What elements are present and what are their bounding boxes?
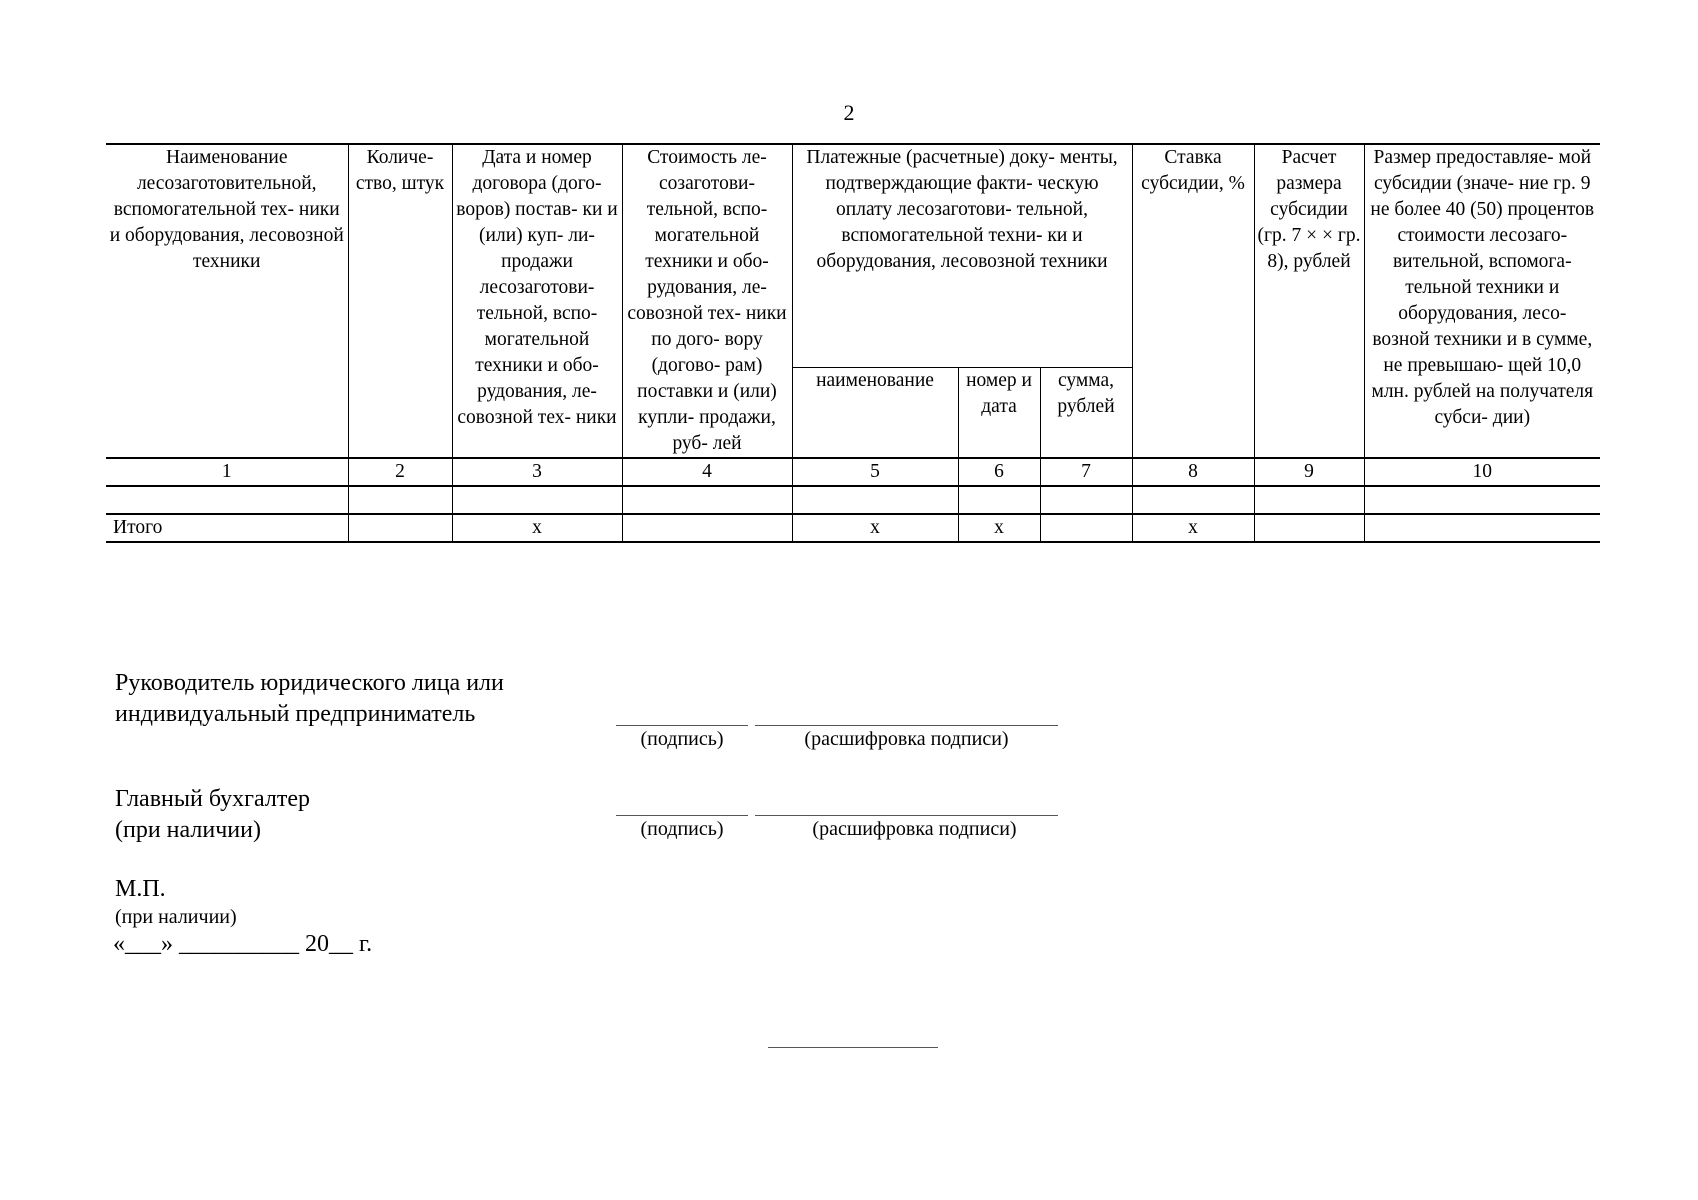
date-field[interactable]: «___» __________ 20__ г. [113,931,373,957]
column-number: 7 [1040,458,1132,486]
head-title-line1: Руководитель юридического лица или [115,670,504,696]
head-decode-caption: (расшифровка подписи) [804,728,1009,750]
column-number: 1 [106,458,348,486]
accountant-decode-line[interactable] [755,815,1058,816]
header-document-number-date: номер и дата [958,367,1040,458]
total-cell: х [792,514,958,542]
seal-note: (при наличии) [115,906,237,928]
total-label: Итого [106,514,348,542]
seal-label: М.П. [115,876,166,902]
total-cell: х [958,514,1040,542]
header-contract-date-number: Дата и номер договора (дого- воров) постав- ки и (или) куп- ли-продажи лесозаготови- тельной, вспо- могательной техники и обо- рудования, ле- совозной тех- ники [452,144,622,458]
table-cell [958,486,1040,514]
column-number: 4 [622,458,792,486]
header-subsidy-amount: Размер предоставляе- мой субсидии (значе- ние гр. 9 не более 40 (50) процентов стоимости лесозаго- вительной, вспомога- тельной техники и оборудования, лесо- возной техники и в сумме, не превышаю- щей 10,0 млн. рублей на получателя субси- дии) [1364,144,1600,458]
total-cell: х [452,514,622,542]
head-title-line2: индивидуальный предприниматель [115,701,476,727]
data-row [106,486,1600,514]
head-signature-title [115,668,504,730]
header-subsidy-rate: Ставка субсидии, % [1132,144,1254,458]
column-number: 5 [792,458,958,486]
subsidy-table [106,143,1600,543]
header-document-sum: сумма, рублей [1040,367,1132,458]
total-cell [348,514,452,542]
table-cell [1132,486,1254,514]
table-cell [792,486,958,514]
footer-rule [768,1047,938,1048]
total-cell [1254,514,1364,542]
table-cell [1364,486,1600,514]
total-cell [1364,514,1600,542]
column-number: 8 [1132,458,1254,486]
total-row [106,514,1600,542]
accountant-title-line1: Главный бухгалтер [115,786,310,812]
head-signature-line[interactable] [616,725,748,726]
accountant-decode-caption: (расшифровка подписи) [812,818,1017,840]
header-cost: Стоимость ле- созаготови- тельной, вспо- могательной техники и обо- рудования, ле- совозной тех- ники по дого- вору (догово- рам) поставки и (или) купли- продажи, руб- лей [622,144,792,458]
column-number: 2 [348,458,452,486]
accountant-signature-line[interactable] [616,815,748,816]
accountant-signature-title [115,784,310,846]
head-decode-line[interactable] [755,725,1058,726]
column-number: 6 [958,458,1040,486]
total-cell [1040,514,1132,542]
column-number: 9 [1254,458,1364,486]
header-payment-documents: Платежные (расчетные) доку- менты, подтверждающие факти- ческую оплату лесозаготови- тельной, вспомогательной техни- ки и оборудования, лесовозной техники [792,144,1132,367]
table-cell [452,486,622,514]
column-number: 10 [1364,458,1600,486]
accountant-title-line2: (при наличии) [115,817,261,843]
table-cell [1254,486,1364,514]
column-number: 3 [452,458,622,486]
table-cell [106,486,348,514]
header-document-name: наименование [792,367,958,458]
total-cell: х [1132,514,1254,542]
header-quantity: Количе- ство, штук [348,144,452,458]
total-cell [622,514,792,542]
header-subsidy-calculation: Расчет размера субсидии (гр. 7 × × гр. 8), рублей [1254,144,1364,458]
header-equipment-name: Наименование лесозаготовительной, вспомогательной тех- ники и оборудования, лесовозной техники [106,144,348,458]
table-cell [348,486,452,514]
table-cell [622,486,792,514]
table-cell [1040,486,1132,514]
head-sign-caption: (подпись) [640,728,724,750]
column-numbers-row [106,458,1600,486]
accountant-sign-caption: (подпись) [640,818,724,840]
page-number: 2 [843,100,855,125]
